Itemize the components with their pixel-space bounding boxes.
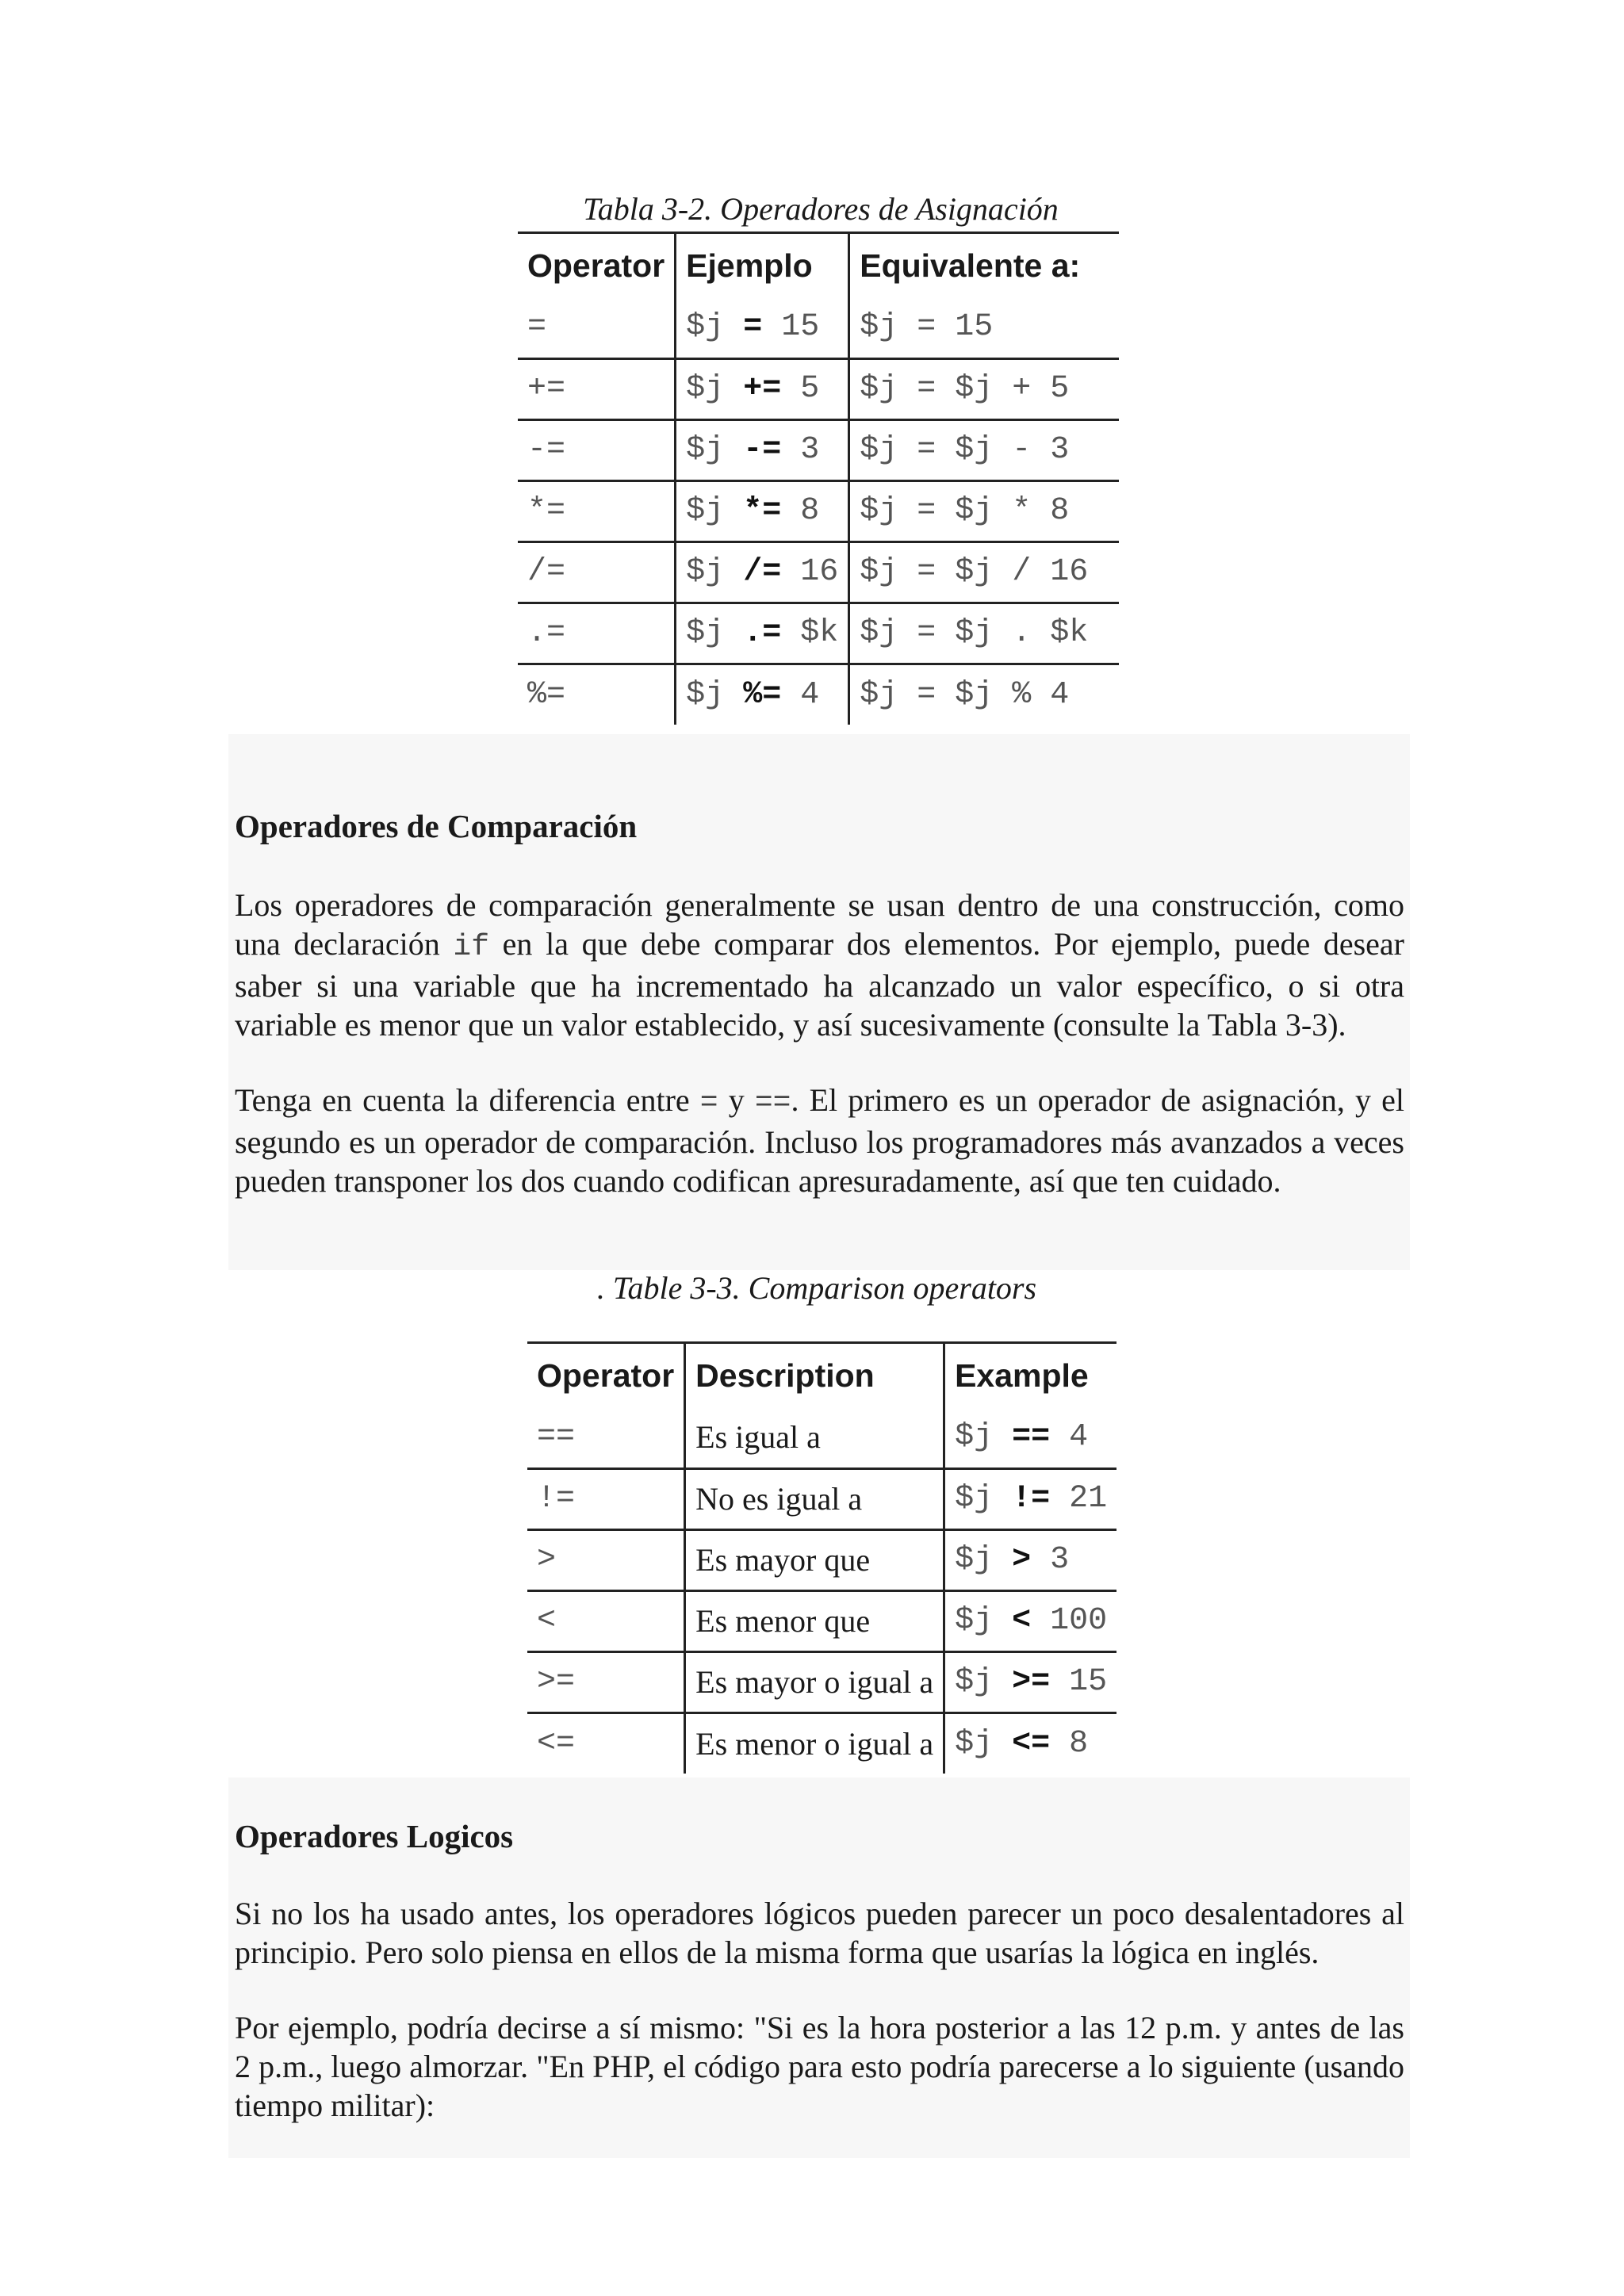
inline-code-assign: = <box>699 1086 718 1120</box>
example-cell: $j > 3 <box>944 1529 1117 1590</box>
operator-cell: .= <box>518 603 676 664</box>
table-row <box>518 297 1119 358</box>
equivalent-cell: $j = 15 <box>849 297 1119 358</box>
equivalent-cell: $j = $j - 3 <box>849 419 1119 480</box>
example-cell: $j <= 8 <box>944 1712 1117 1774</box>
description-cell: Es menor o igual a <box>685 1712 944 1774</box>
operator-cell: == <box>527 1407 685 1468</box>
operator-cell: += <box>518 358 676 419</box>
example-cell: $j >= 15 <box>944 1651 1117 1712</box>
table-row <box>518 419 1119 480</box>
description-cell: Es mayor que <box>685 1529 944 1590</box>
description-cell: Es mayor o igual a <box>685 1651 944 1712</box>
example-cell: $j != 21 <box>944 1468 1117 1529</box>
operator-cell: = <box>518 297 676 358</box>
column-header-operator: Operator <box>537 1357 675 1394</box>
table-row <box>527 1407 1116 1468</box>
paragraph-logical-example: Por ejemplo, podría decirse a sí mismo: "Si es la hora posterior a las 12 p.m. y antes de las 2 p.m., luego almorzar. "En PHP, el código para esto podría parecerse a lo siguiente (usando tiempo militar): <box>235 2010 1404 2123</box>
equivalent-cell: $j = $j / 16 <box>849 541 1119 603</box>
comparison-operators-table <box>527 1341 1116 1774</box>
example-cell: $j .= $k <box>676 603 849 664</box>
section-heading-comparison: Operadores de Comparación <box>235 808 638 844</box>
description-cell: Es menor que <box>685 1590 944 1651</box>
operator-cell: *= <box>518 480 676 541</box>
table-3-3-caption: . Table 3-3. Comparison operators <box>596 1270 1037 1306</box>
table-row <box>518 664 1119 725</box>
description-cell: Es igual a <box>685 1407 944 1468</box>
example-cell: $j += 5 <box>676 358 849 419</box>
paragraph-logical-intro: Si no los ha usado antes, los operadores lógicos pueden parecer un poco desalentadores al principio. Pero solo piensa en ellos de la misma forma que usarías la lógica en inglés. <box>235 1896 1404 1970</box>
section-heading-logical: Operadores Logicos <box>235 1818 514 1854</box>
column-header-example: Ejemplo <box>676 233 849 298</box>
paragraph-comparison-intro: Los operadores de comparación generalmente se usan dentro de una construcción, como una declaración if en la que debe comparar dos elementos. Por ejemplo, puede desear saber si una variable que ha incrementado ha alcanzado un valor específico, o si otra variable es menor que un valor establecido, y así sucesivamente (consulte la Tabla 3-3). <box>235 887 1405 1043</box>
equivalent-cell: $j = $j + 5 <box>849 358 1119 419</box>
example-cell: $j = 15 <box>676 297 849 358</box>
equivalent-cell: $j = $j . $k <box>849 603 1119 664</box>
table-row <box>518 480 1119 541</box>
column-header-operator: Operator <box>527 247 665 284</box>
example-cell: $j *= 8 <box>676 480 849 541</box>
inline-code-if: if <box>453 930 490 964</box>
operator-cell: %= <box>527 676 566 713</box>
equivalent-cell: $j = $j * 8 <box>849 480 1119 541</box>
example-cell: $j %= 4 <box>676 664 849 725</box>
operator-cell: <= <box>537 1725 576 1762</box>
operator-cell: -= <box>518 419 676 480</box>
table-row <box>527 1712 1116 1774</box>
column-header-description: Description <box>685 1343 944 1408</box>
table-row <box>527 1590 1116 1651</box>
table-3-2-caption: Tabla 3-2. Operadores de Asignación <box>583 191 1059 227</box>
description-cell: No es igual a <box>685 1468 944 1529</box>
table-row <box>527 1468 1116 1529</box>
table-row <box>518 358 1119 419</box>
table-row <box>527 1529 1116 1590</box>
table-row <box>518 603 1119 664</box>
example-cell: $j < 100 <box>944 1590 1117 1651</box>
assignment-operators-table <box>518 232 1119 725</box>
example-cell: $j -= 3 <box>676 419 849 480</box>
example-cell: $j == 4 <box>944 1407 1117 1468</box>
table-row <box>527 1651 1116 1712</box>
operator-cell: > <box>527 1529 685 1590</box>
equivalent-cell: $j = $j % 4 <box>849 664 1119 725</box>
paragraph-comparison-note: Tenga en cuenta la diferencia entre = y ==. El primero es un operador de asignación, y el segundo es un operador de comparación. Incluso los programadores más avanzados a veces pueden transponer los dos cuando codifican apresuradamente, así que ten cuidado. <box>235 1082 1405 1199</box>
operator-cell: != <box>527 1468 685 1529</box>
column-header-equivalent: Equivalente a: <box>849 233 1119 298</box>
operator-cell: < <box>527 1590 685 1651</box>
table-row <box>518 541 1119 603</box>
inline-code-equals: == <box>754 1086 791 1120</box>
column-header-example: Example <box>944 1343 1117 1408</box>
operator-cell: /= <box>518 541 676 603</box>
example-cell: $j /= 16 <box>676 541 849 603</box>
operator-cell: >= <box>527 1651 685 1712</box>
